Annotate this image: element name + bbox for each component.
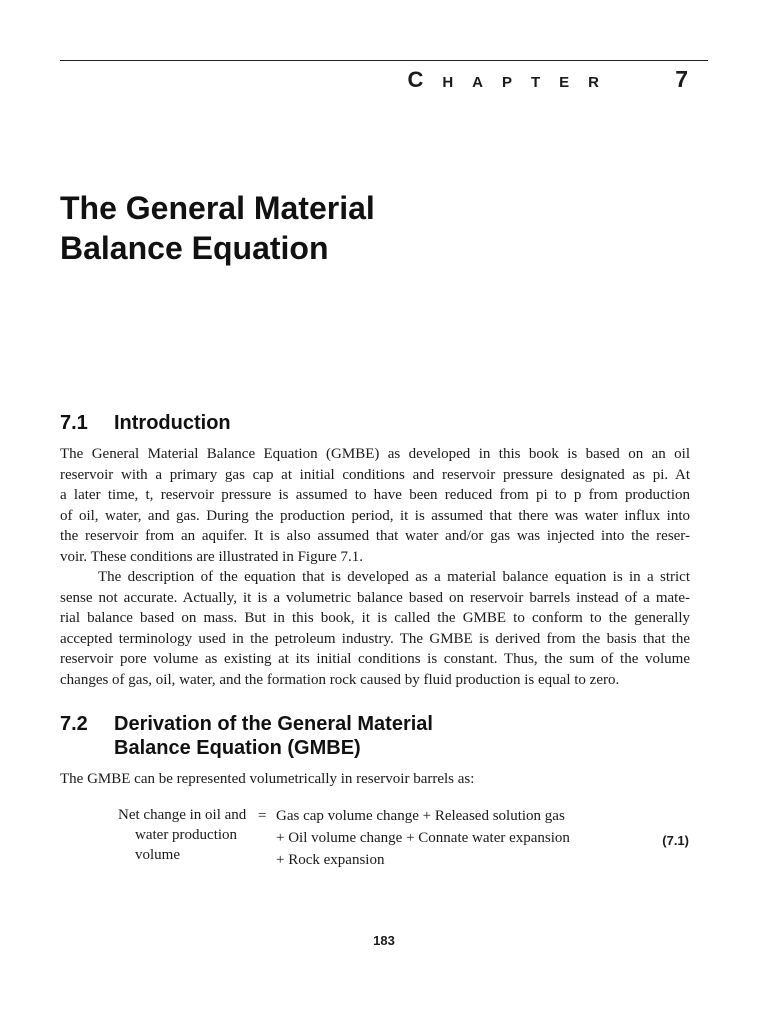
- equation-lhs-line: Net change in oil and: [118, 807, 247, 823]
- equation-lhs: [118, 805, 256, 865]
- section-number: 7.2: [60, 713, 88, 735]
- equation-rhs-line: + Oil volume change + Connate water expansion: [276, 830, 570, 846]
- equation-rhs: [276, 805, 570, 871]
- chapter-label-rest: HAPTER: [442, 74, 618, 91]
- section-heading-text-line-1: Derivation of the General Material: [114, 713, 433, 735]
- section-heading-introduction: [60, 411, 231, 435]
- section-heading-text: Introduction: [114, 412, 231, 434]
- chapter-title-line-2: Balance Equation: [60, 230, 329, 266]
- text-line: voir. These conditions are illustrated in Figure 7.1.: [60, 548, 364, 565]
- text-line: The General Material Balance Equation (GMBE) as developed in this book is based on an oil: [60, 446, 690, 462]
- text-line: changes of gas, oil, water, and the formation rock caused by fluid production is equal to zero.: [60, 671, 620, 688]
- equation-equals-sign: =: [258, 808, 267, 824]
- text-line: reservoir with a primary gas cap at initial conditions and reservoir pressure designated as pi. At: [60, 466, 690, 483]
- section-heading-derivation: [60, 712, 433, 760]
- page-number: 183: [373, 933, 395, 948]
- text-line: The description of the equation that is developed as a material balance equation is in a strict: [98, 569, 690, 585]
- equation-7-1: [118, 805, 693, 875]
- chapter-label: [407, 69, 618, 94]
- text-line: sense not accurate. Actually, it is a volumetric balance based on reservoir barrels instead of a mate-: [60, 589, 690, 606]
- section-heading-text-line-2: Balance Equation (GMBE): [114, 737, 361, 759]
- equation-rhs-line: + Rock expansion: [276, 852, 385, 868]
- chapter-label-initial: C: [407, 67, 443, 92]
- text-line: reservoir pore volume as existing at its initial conditions is constant. Thus, the sum of the volume: [60, 651, 690, 667]
- equation-lhs-line: volume: [135, 847, 180, 863]
- text-line: accepted terminology used in the petroleum industry. The GMBE is derived from the basis that the: [60, 630, 690, 647]
- text-line: a later time, t, reservoir pressure is assumed to have been reduced from pi to p from production: [60, 487, 690, 503]
- equation-number: (7.1): [662, 833, 689, 848]
- text-line: rial balance based on mass. But in this book, it is called the GMBE to conform to the generally: [60, 610, 690, 626]
- text-line: of oil, water, and gas. During the production period, it is assumed that there was water influx into: [60, 507, 690, 524]
- derivation-intro: [60, 769, 690, 790]
- derivation-intro-text: The GMBE can be represented volumetrically in reservoir barrels as:: [60, 771, 475, 787]
- introduction-paragraph-2: [60, 567, 690, 690]
- introduction-paragraph-1: [60, 444, 690, 567]
- equation-lhs-line: water production: [135, 827, 238, 843]
- introduction-body: [60, 444, 690, 690]
- chapter-title: [60, 188, 700, 268]
- section-number: 7.1: [60, 412, 88, 434]
- chapter-number: 7: [675, 66, 688, 92]
- equation-rhs-line: Gas cap volume change + Released solution gas: [276, 808, 565, 824]
- text-line: the reservoir from an aquifer. It is also assumed that water and/or gas was injected into the reser-: [60, 528, 690, 544]
- chapter-title-line-1: The General Material: [60, 190, 375, 226]
- header-rule: [60, 60, 708, 61]
